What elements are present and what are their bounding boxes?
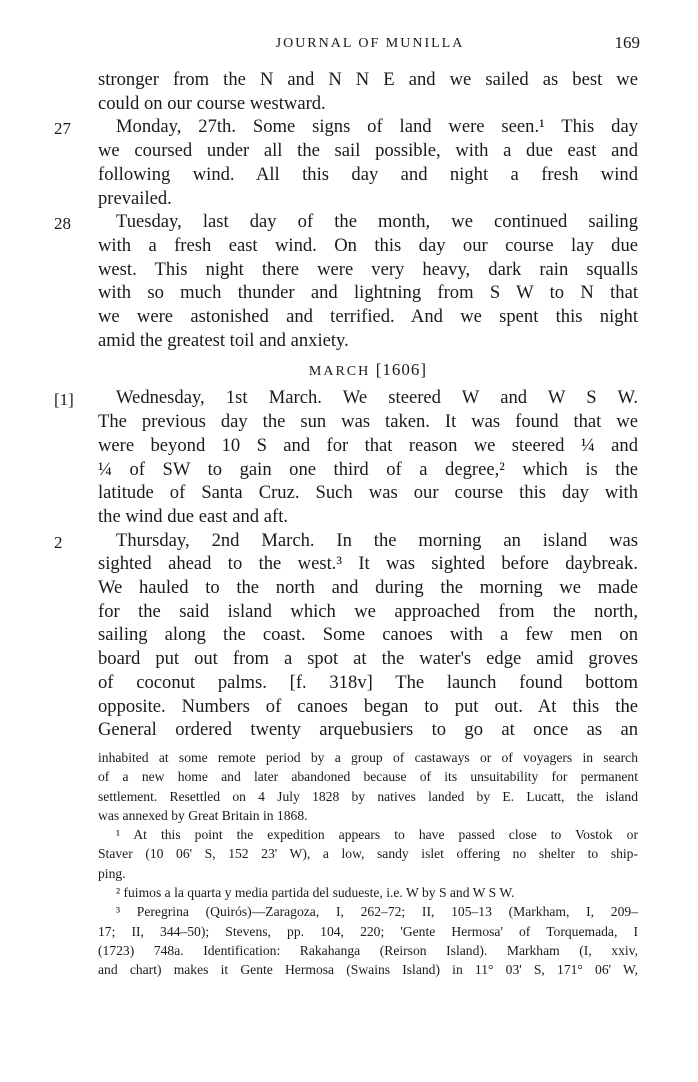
text-line: could on our course westward. bbox=[98, 92, 326, 114]
text-line: were beyond 10 S and for that reason we steered ¼ and bbox=[98, 434, 638, 456]
text-line: Thursday, 2nd March. In the morning an island was bbox=[116, 529, 638, 551]
text-line: We hauled to the north and during the morning we made bbox=[98, 577, 638, 599]
footnote-3: ³ Peregrina (Quirós)—Zaragoza, I, 262–72; II, 105–13 (Markham, I, 209– bbox=[116, 904, 638, 920]
text-line: the wind due east and aft. bbox=[98, 505, 289, 527]
paragraph-3 bbox=[54, 210, 638, 352]
margin-date-2: 2 bbox=[54, 532, 63, 552]
text-line: Tuesday, last day of the month, we continued sailing bbox=[116, 211, 638, 233]
text-line: latitude of Santa Cruz. Such was our course this day with bbox=[98, 482, 638, 504]
text-line: with so much thunder and lightning from S W to N that bbox=[98, 282, 638, 304]
text-line: we were astonished and terrified. And we spent this night bbox=[98, 306, 638, 328]
text-line: following wind. All this day and night a fresh wind bbox=[98, 163, 638, 185]
text-line: for the said island which we approached from the north, bbox=[98, 600, 638, 622]
paragraph-5 bbox=[54, 529, 638, 742]
paragraph-1 bbox=[98, 68, 638, 115]
text-line: Wednesday, 1st March. We steered W and W S W. bbox=[116, 387, 638, 409]
text-line: opposite. Numbers of canoes began to put out. At this the bbox=[98, 695, 638, 717]
main-text bbox=[54, 68, 638, 742]
running-head bbox=[100, 36, 640, 52]
text-line: prevailed. bbox=[98, 187, 172, 209]
section-heading-month: MARCH bbox=[308, 364, 371, 380]
text-line: of coconut palms. [f. 318v] The launch found bottom bbox=[98, 671, 638, 693]
text-line: sighted ahead to the west.³ It was sighted before daybreak. bbox=[98, 553, 638, 575]
margin-date-28: 28 bbox=[54, 214, 71, 234]
footnote-line: inhabited at some remote period by a group of castaways or of voyagers in search bbox=[98, 750, 638, 765]
text-line: stronger from the N and N N E and we sailed as best we bbox=[98, 69, 638, 90]
running-title: JOURNAL OF MUNILLA bbox=[275, 36, 465, 51]
footnote-line: ping. bbox=[98, 865, 126, 881]
text-line: The previous day the sun was taken. It was found that we bbox=[98, 411, 638, 433]
margin-date-1: [1] bbox=[54, 390, 74, 410]
section-heading-year: [1606] bbox=[375, 360, 428, 380]
footnote-line: Staver (10 06' S, 152 23' W), a low, sandy islet offering no shelter to ship- bbox=[98, 846, 638, 862]
section-heading bbox=[98, 360, 638, 380]
text-line: with a fresh east wind. On this day our course lay due bbox=[98, 234, 638, 256]
footnote-line: and chart) makes it Gente Hermosa (Swains Island) in 11° 03' S, 171° 06' W, bbox=[98, 962, 638, 978]
text-line: General ordered twenty arquebusiers to go at once as an bbox=[98, 719, 638, 741]
footnote-line: (1723) 748a. Identification: Rakahanga (Reirson Island). Markham (I, xxiv, bbox=[98, 942, 638, 958]
footnote-line: 17; II, 344–50); Stevens, pp. 104, 220; 'Gente Hermosa' of Torquemada, I bbox=[98, 923, 638, 939]
page-number: 169 bbox=[614, 33, 640, 52]
text-line: west. This night there were very heavy, dark rain squalls bbox=[98, 258, 638, 280]
text-line: board put out from a spot at the water's edge amid groves bbox=[98, 648, 638, 670]
footnote-2: ² fuimos a la quarta y media partida del sudueste, i.e. W by S and W S W. bbox=[116, 885, 515, 901]
text-line: we coursed under all the sail possible, with a due east and bbox=[98, 140, 638, 162]
text-line: Monday, 27th. Some signs of land were seen.¹ This day bbox=[116, 116, 638, 138]
margin-date-27: 27 bbox=[54, 119, 71, 139]
text-line: amid the greatest toil and anxiety. bbox=[98, 329, 349, 351]
text-line: sailing along the coast. Some canoes with a few men on bbox=[98, 624, 638, 646]
footnote-line: of a new home and later abandoned because of its unsuitability for permanent bbox=[98, 769, 638, 785]
footnote-1: ¹ At this point the expedition appears to have passed close to Vostok or bbox=[116, 827, 638, 843]
footnote-line: settlement. Resettled on 4 July 1828 by natives landed by E. Lucatt, the island bbox=[98, 788, 638, 804]
footnotes bbox=[98, 748, 638, 980]
text-line: ¼ of SW to gain one third of a degree,² which is the bbox=[98, 458, 638, 480]
paragraph-4 bbox=[54, 386, 638, 528]
footnote-line: was annexed by Great Britain in 1868. bbox=[98, 807, 308, 823]
paragraph-2 bbox=[54, 115, 638, 210]
